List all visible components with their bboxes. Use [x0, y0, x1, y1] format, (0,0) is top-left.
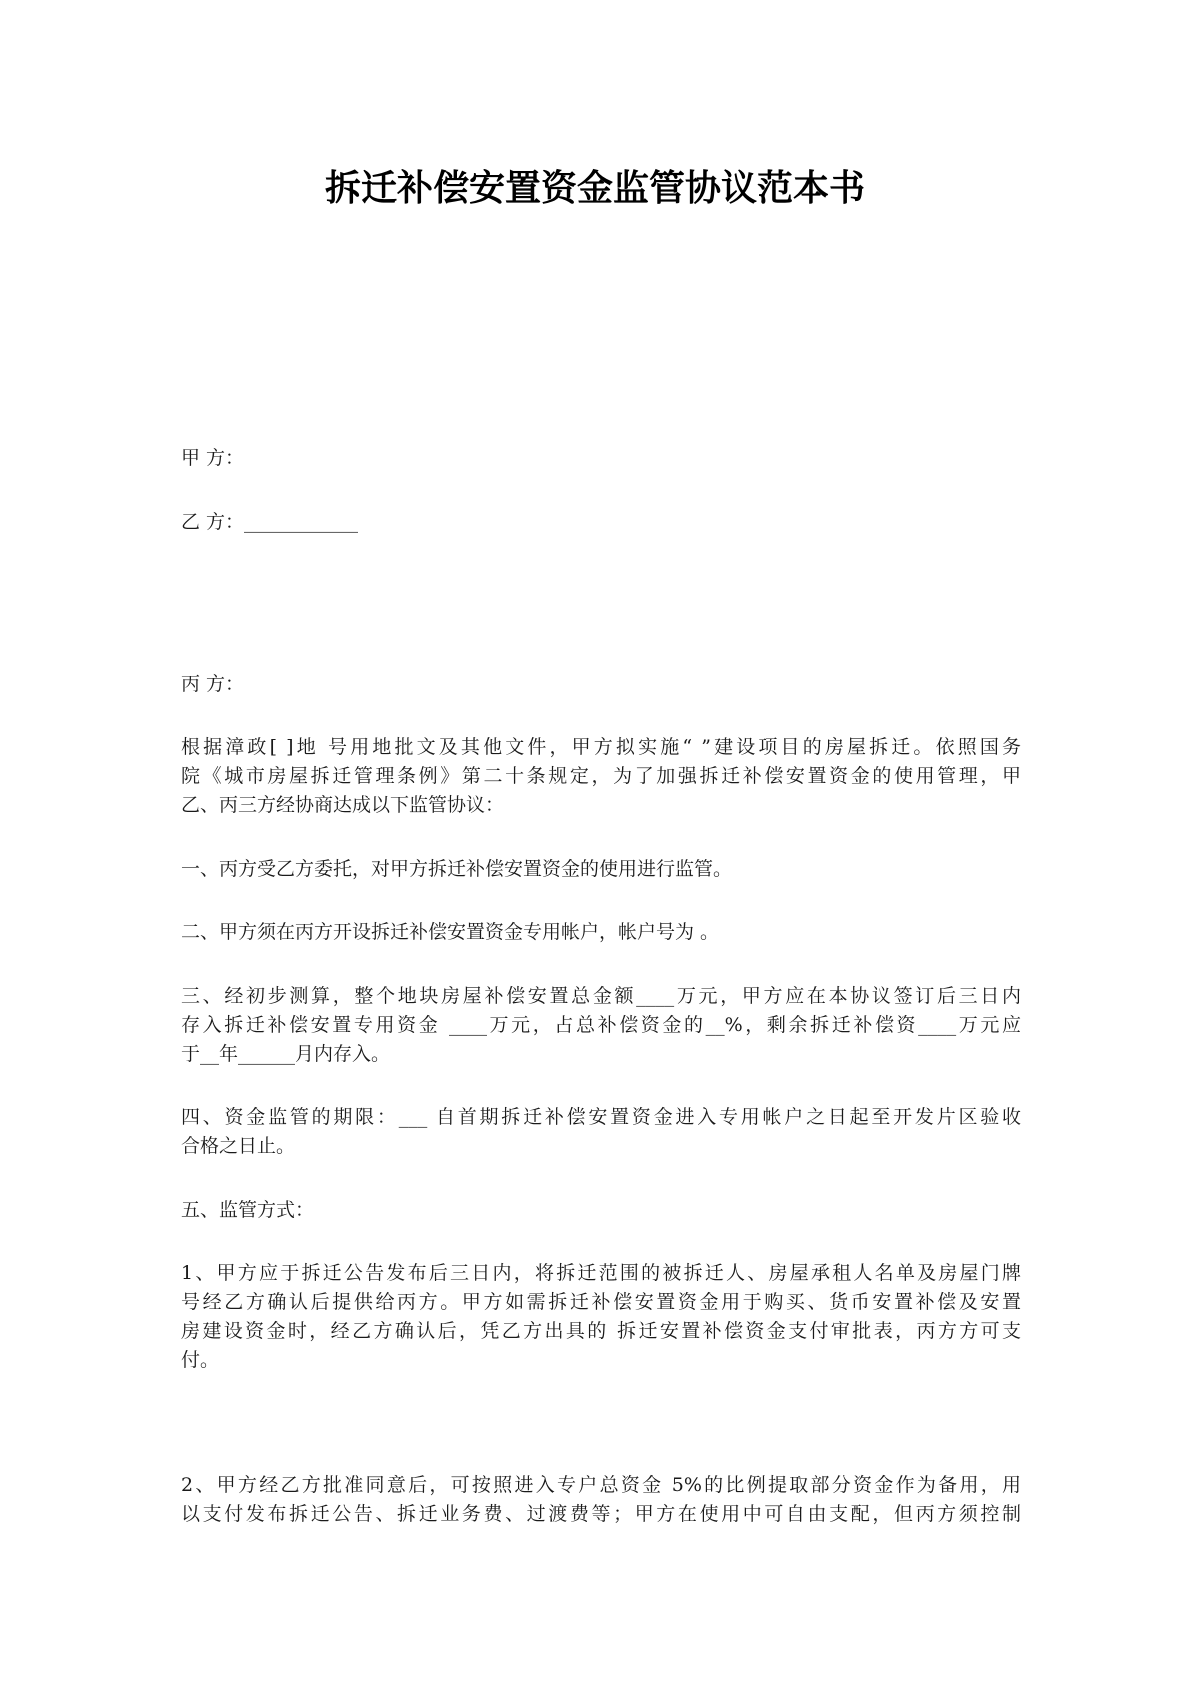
clause-1: 一、丙方受乙方委托，对甲方拆迁补偿安置资金的使用进行监管。 — [181, 858, 733, 880]
clause-3-line-2: 存入拆迁补偿安置专用资金 ____万元，占总补偿资金的__%，剩余拆迁补偿资____万元应 — [181, 1014, 1021, 1036]
clause-4-line-2: 合格之日止。 — [181, 1135, 296, 1157]
preamble-line-3: 乙、丙三方经协商达成以下监管协议： — [181, 794, 505, 816]
party-a-label: 甲 方： — [181, 447, 245, 469]
clause-3-line-3: 于__年______月内存入。 — [181, 1043, 391, 1065]
clause-5-item-1-line-3: 房建设资金时，经乙方确认后，凭乙方出具的 拆迁安置补偿资金支付审批表，丙方方可支 — [181, 1320, 1021, 1342]
party-b-label: 乙 方：____________ — [181, 511, 359, 533]
clause-4-line-1: 四、资金监管的期限：___ 自首期拆迁补偿安置资金进入专用帐户之日起至开发片区验收 — [181, 1106, 1021, 1128]
document-title: 拆迁补偿安置资金监管协议范本书 — [324, 167, 865, 209]
clause-5-item-1-line-1: 1、甲方应于拆迁公告发布后三日内，将拆迁范围的被拆迁人、房屋承租人名单及房屋门牌 — [181, 1262, 1021, 1284]
clause-5-item-1-line-4: 付。 — [181, 1349, 220, 1371]
clause-2: 二、甲方须在丙方开设拆迁补偿安置资金专用帐户，帐户号为 。 — [181, 921, 720, 943]
clause-5-item-1-line-2: 号经乙方确认后提供给丙方。甲方如需拆迁补偿安置资金用于购买、货币安置补偿及安置 — [181, 1291, 1021, 1313]
preamble-line-1: 根据漳政[ ]地 号用地批文及其他文件，甲方拟实施“ ”建设项目的房屋拆迁。依照国务 — [181, 736, 1021, 758]
preamble-line-2: 院《城市房屋拆迁管理条例》第二十条规定，为了加强拆迁补偿安置资金的使用管理，甲 — [181, 765, 1021, 787]
party-c-label: 丙 方： — [181, 673, 245, 695]
clause-3-line-1: 三、经初步测算，整个地块房屋补偿安置总金额____万元，甲方应在本协议签订后三日内 — [181, 985, 1021, 1007]
clause-5-item-2-line-1: 2、甲方经乙方批准同意后，可按照进入专户总资金 5%的比例提取部分资金作为备用，用 — [181, 1474, 1021, 1496]
clause-5-item-2-line-2: 以支付发布拆迁公告、拆迁业务费、过渡费等；甲方在使用中可自由支配，但丙方须控制 — [181, 1503, 1021, 1525]
clause-5-heading: 五、监管方式： — [181, 1199, 315, 1221]
